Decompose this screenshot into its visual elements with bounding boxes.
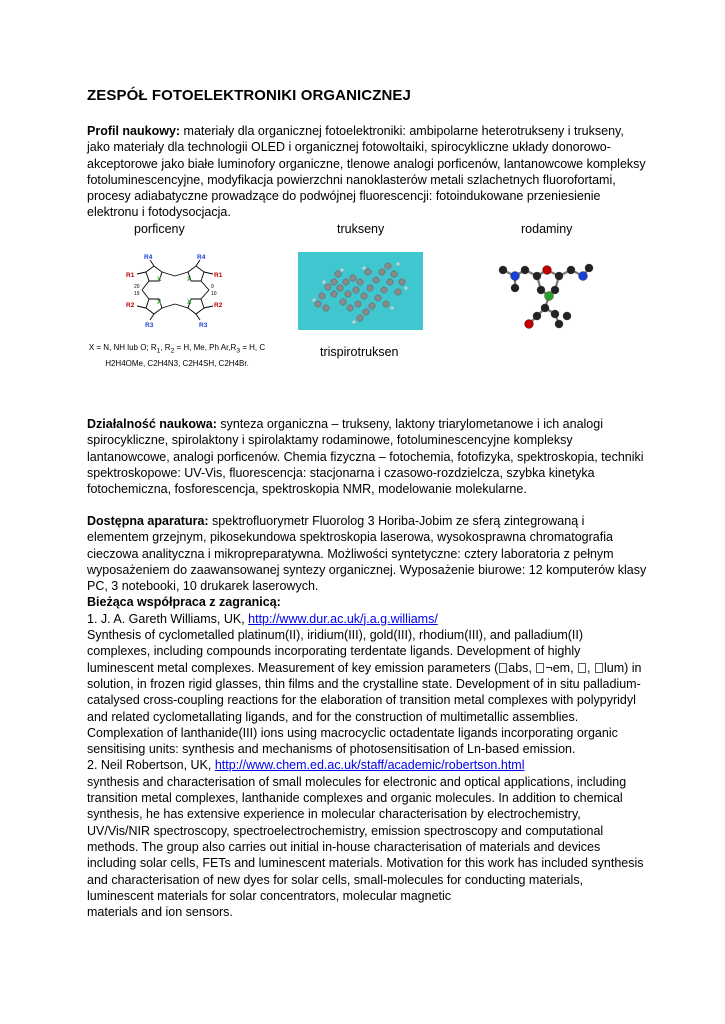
porficeny-label: porficeny — [134, 222, 185, 236]
caption-sub-3: 3 — [236, 347, 241, 355]
activity-text: synteza organiczna – trukseny, laktony triarylometanowe i ich analogi spirocykliczne, spirolaktony i spirolaktamy rodaminowe, fotoluminescencyjne kompleksy lantanowcowe, analogi porficenów. Chemia fizyczna – fotochemia, fotofizyka, spektroskopia, techniki spektroskopowe: UV-Vis, fluorescencja: stacjonarna i czasowo-rozdzielcza, szybka kinetyka fotochemiczna, fosforescencja, spektroskopia NMR, modelowanie molekularne. — [87, 417, 644, 497]
figure-labels — [87, 222, 647, 240]
activity-paragraph — [87, 416, 647, 497]
page-title: ZESPÓŁ FOTOELEKTRONIKI ORGANICZNEJ — [87, 87, 411, 104]
cooperation-item-2-text-end: materials and ion sensors. — [87, 905, 233, 920]
equipment-and-cooperation-section — [87, 513, 647, 920]
cooperation-item-1-heading — [87, 611, 647, 627]
missing-glyph-icon — [595, 663, 603, 673]
cooperation-item-2-prefix: 2. Neil Robertson, UK, — [87, 758, 215, 773]
cooperation-item-2-heading — [87, 757, 647, 773]
atom-label-r4-right: R4 — [197, 254, 206, 261]
atom-label-x4: X — [187, 299, 192, 306]
caption-part-4: = H, C — [240, 343, 266, 352]
equipment-paragraph — [87, 513, 647, 594]
atom-label-x2: X — [187, 276, 192, 283]
activity-label: Działalność naukowa: — [87, 417, 217, 431]
caption-part-3: = H, Me, Ph Ar,R — [174, 343, 237, 352]
profile-paragraph — [87, 123, 647, 221]
atom-label-r1-left: R1 — [126, 272, 135, 279]
caption-sub-2: 2 — [170, 347, 175, 355]
rhodamine-ball-stick-figure — [489, 250, 599, 335]
atom-label-r4-left: R4 — [144, 254, 153, 261]
item-1-em: em, — [552, 660, 578, 675]
robertson-link[interactable]: http://www.chem.ed.ac.uk/staff/academic/robertson.html — [214, 758, 525, 773]
caption-part-2: , R — [160, 343, 171, 352]
locant-10: 10 — [211, 291, 217, 297]
cooperation-heading: Bieżąca współpraca z zagranicą: — [87, 595, 281, 610]
item-1-abs: abs, — [508, 660, 536, 675]
porphycene-caption — [87, 342, 267, 370]
item-1-sep: , — [587, 660, 594, 675]
missing-glyph-icon — [499, 663, 507, 673]
cooperation-item-2-text: synthesis and characterisation of small molecules for electronic and optical applications, including transition metal complexes, lanthanide complexes and organic molecules. In addition to chemical synthesis, he has extensive experience in molecular characterisation by electrochemistry, UV/Vis/NIR spectroscopy, spectroelectrochemistry, emission spectroscopy and computational methods. The group also carries out initial in-house characterisation of materials and devices including solar cells, FETs and luminescent materials. Motivation for this work has included synthesis and characterisation of new dyes for solar cells, small-molecules for conducting materials, luminescent materials for solar concentrators, molecular magnetic — [87, 774, 644, 903]
item-1-text-a: Synthesis of cyclometalled platinum(II), iridium(III), gold(III), rhodium(III), and palladium(II) complexes, including compounds incorporating terdentate ligands. Development of highly luminescent metal complexes. Measurement of key emission parameters ( — [87, 628, 584, 675]
trukseny-label: trukseny — [337, 222, 385, 236]
atom-label-r2-left: R2 — [126, 302, 135, 309]
trispirotruksen-label: trispirotruksen — [320, 345, 399, 359]
profile-text: materiały dla organicznej fotoelektroniki: ambipolarne heterotrukseny i trukseny, jako materiały dla technologii OLED i organicznej fotowoltaiki, spirocykliczne układy donorowo-akceptorowe jako białe luminofory organiczne, tlenowe analogi porficenów, lantanowcowe kompleksy fotoluminescencyjne, modyfikacja powierzchni nanoklasterów metali szlachetnych fluorofortami, procesy adiabatyczne prowadzące do podwójnej fluorescencji: fotoindukowane przeniesienie elektronu i fotodysocjacja. — [87, 124, 646, 220]
equipment-text: spektrofluorymetr Fluorolog 3 Horiba-Jobim ze sferą zintegrowaną i elementem grzejnym, pikosekundowa spektroskopia laserowa, wysokosprawna chromatografia cieczowa analityczna i mikropreparatywna. Możliwości syntetyczne: cztery laboratoria z pełnym wyposażeniem do zaawansowanej syntezy organicznej. Wyposażenie biurowe: 12 komputerów klasy PC, 3 notebooki, 10 drukarek laserowych. — [87, 514, 647, 594]
caption-line-2: H2H4OMe, C2H4N3, C2H4SH, C2H4Br. — [105, 358, 249, 368]
atom-label-r3-right: R3 — [199, 322, 208, 329]
cooperation-item-1-prefix: 1. J. A. Gareth Williams, UK, — [87, 611, 249, 626]
truxene-3d-model-figure — [298, 252, 423, 330]
locant-20: 20 — [134, 284, 140, 290]
rodaminy-label: rodaminy — [521, 222, 573, 236]
atom-label-x3: X — [157, 299, 162, 306]
caption-part-1: X = N, NH lub O; R — [88, 343, 157, 352]
locant-19: 19 — [134, 291, 140, 297]
missing-glyph-icon — [578, 663, 586, 673]
locant-9: 9 — [211, 284, 214, 290]
atom-label-r2-right: R2 — [214, 302, 223, 309]
profile-label: Profil naukowy: — [87, 124, 181, 138]
item-1-lum: lum) in — [603, 660, 642, 675]
missing-glyph-icon — [536, 663, 544, 673]
atom-label-r3-left: R3 — [145, 322, 154, 329]
equipment-label: Dostępna aparatura: — [87, 514, 209, 528]
atom-label-r1-right: R1 — [214, 272, 223, 279]
cooperation-item-1-text: Synthesis of cyclometalled platinum(II), iridium(III), gold(III), rhodium(III), and palladium(II) complexes, including compounds incorporating terdentate ligands. Development of highly luminescent metal complexes. Measurement of key emission parameters ( abs, ¬em, , lum) in solution, in frozen rigid glasses, thin films and the crystalline state. Development of in situ palladium-catalysed cross-coupling reactions for the elaboration of transition metal complexes with polypyridyl and related cyclometallating ligands, and for the construction of multimetallic assemblies. Complexation of lanthanide(III) ions using macrocyclic octadentate ligands incorporating organic sensitising units: synthesis and mechanisms of photosensitisation of Ln-based emission. — [87, 628, 642, 757]
caption-sub-1: 1 — [156, 347, 161, 355]
williams-link[interactable]: http://www.dur.ac.uk/j.a.g.williams/ — [248, 611, 438, 626]
atom-label-x1: X — [157, 276, 162, 283]
item-1-text-b: solution, in frozen rigid glasses, thin films and the crystalline state. Development of in situ palladium-catalysed cross-coupling reactions for the elaboration of transition metal complexes with polypyridyl and related cyclometallating ligands, and for the construction of multimetallic assemblies. Complexation of lanthanide(III) ions using macrocyclic octadentate ligands incorporating organic sensitising units: synthesis and mechanisms of photosensitisation of Ln-based emission. — [87, 676, 641, 757]
porphycene-structure-figure — [120, 250, 235, 330]
